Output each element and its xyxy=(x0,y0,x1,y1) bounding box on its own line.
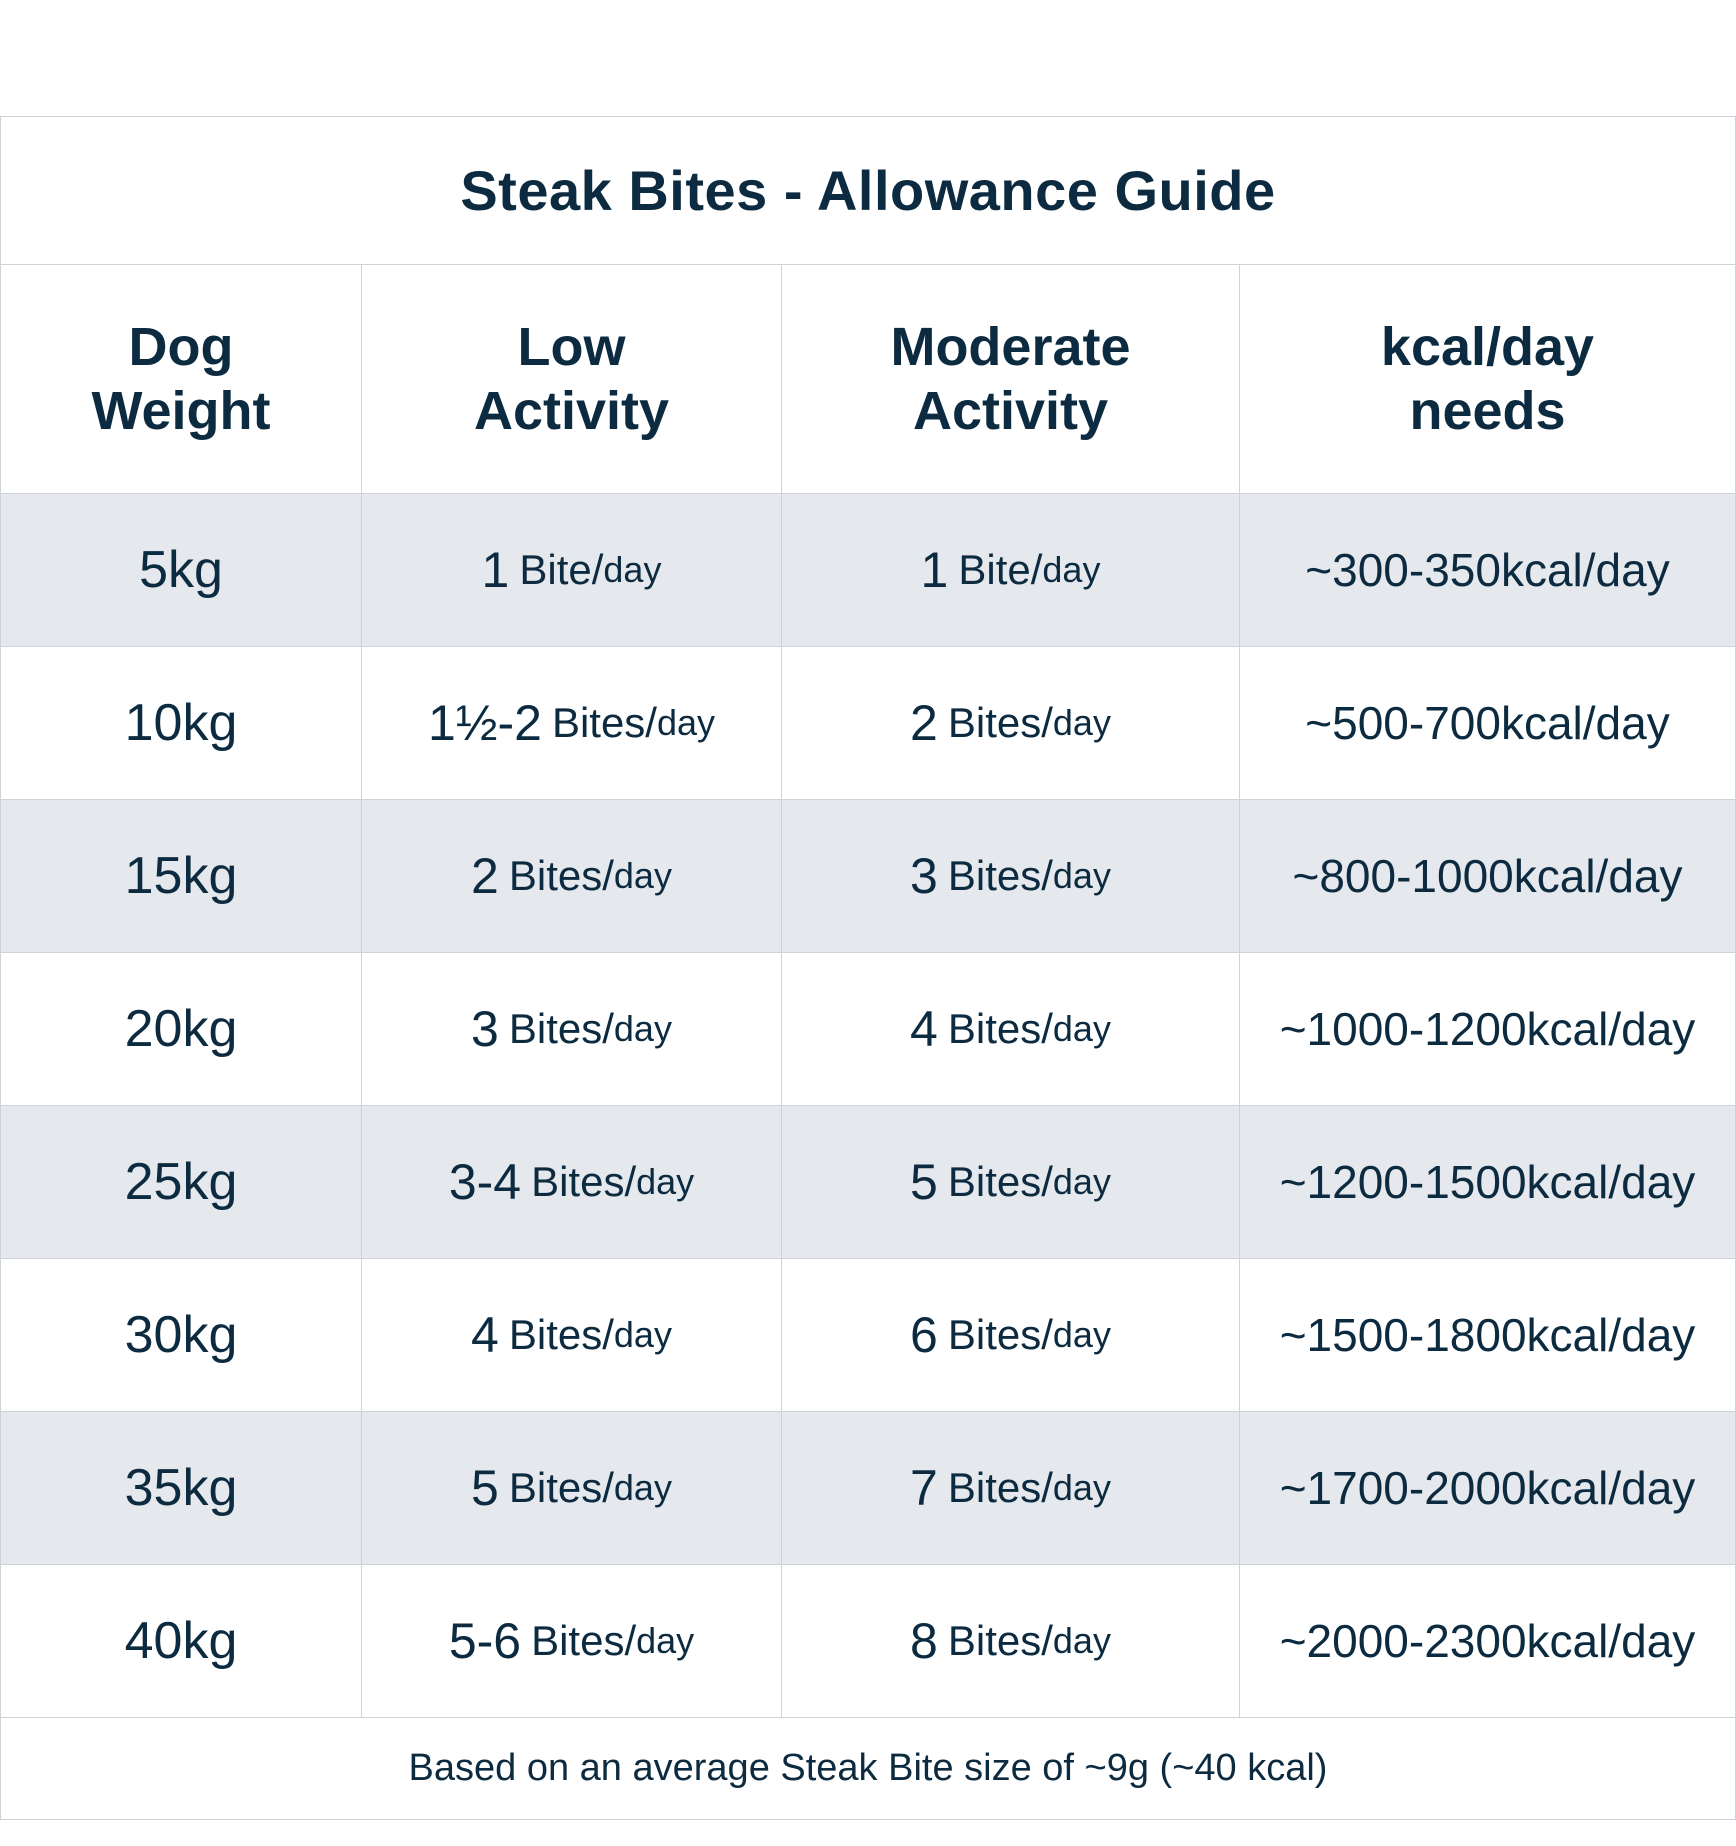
header-line: Low xyxy=(517,317,626,377)
header-line: Dog xyxy=(128,317,234,377)
per-day-label: day xyxy=(613,855,672,896)
kcal-cell: ~1000-1200kcal/day xyxy=(1240,953,1735,1106)
bite-unit: Bites/ xyxy=(508,1005,614,1052)
per-day-label: day xyxy=(636,1161,695,1202)
bite-count: 1 xyxy=(481,542,510,598)
bite-unit: Bites/ xyxy=(508,852,614,899)
table-body xyxy=(1,494,1735,1718)
low-activity-cell xyxy=(362,1106,782,1259)
bite-count: 6 xyxy=(910,1307,938,1363)
header-line: Weight xyxy=(91,381,271,441)
per-day-label: day xyxy=(613,1467,672,1508)
per-day-label: day xyxy=(636,1620,695,1661)
bite-unit: Bites/ xyxy=(947,1158,1053,1205)
moderate-activity-cell xyxy=(782,1412,1240,1565)
bite-unit: Bite/ xyxy=(958,546,1043,593)
bite-unit: Bites/ xyxy=(508,1464,614,1511)
bite-count: 8 xyxy=(910,1613,938,1669)
bite-count: 7 xyxy=(910,1460,938,1516)
bite-unit: Bites/ xyxy=(947,699,1053,746)
table-title: Steak Bites - Allowance Guide xyxy=(460,159,1276,222)
bite-count: 1 xyxy=(920,542,949,598)
per-day-label: day xyxy=(1052,1467,1111,1508)
weight-cell: 5kg xyxy=(1,494,362,647)
header-line: Activity xyxy=(473,381,670,441)
bite-count: 3-4 xyxy=(448,1154,522,1210)
bite-count: 1½-2 xyxy=(427,695,542,751)
bite-count: 3 xyxy=(910,848,938,904)
low-activity-cell xyxy=(362,1412,782,1565)
title-row xyxy=(1,117,1735,265)
low-activity-cell xyxy=(362,953,782,1106)
header-moderate-activity xyxy=(782,265,1240,494)
bite-count: 2 xyxy=(471,848,499,904)
bite-unit: Bites/ xyxy=(508,1311,614,1358)
bite-unit: Bites/ xyxy=(947,1617,1053,1664)
per-day-label: day xyxy=(1052,702,1111,743)
bite-count: 3 xyxy=(471,1001,499,1057)
weight-cell: 35kg xyxy=(1,1412,362,1565)
per-day-label: day xyxy=(603,549,662,590)
per-day-label: day xyxy=(613,1008,672,1049)
kcal-cell: ~1500-1800kcal/day xyxy=(1240,1259,1735,1412)
header-line: Moderate xyxy=(890,317,1131,377)
moderate-activity-cell xyxy=(782,647,1240,800)
footer-note: Based on an average Steak Bite size of ~9g (~40 kcal) xyxy=(408,1747,1328,1789)
bite-count: 4 xyxy=(471,1307,499,1363)
bite-unit: Bites/ xyxy=(551,699,657,746)
low-activity-cell xyxy=(362,1259,782,1412)
kcal-cell: ~1200-1500kcal/day xyxy=(1240,1106,1735,1259)
weight-cell: 20kg xyxy=(1,953,362,1106)
bite-unit: Bite/ xyxy=(519,546,604,593)
header-low-activity xyxy=(362,265,782,494)
bite-unit: Bites/ xyxy=(531,1158,637,1205)
bite-unit: Bites/ xyxy=(947,1005,1053,1052)
bite-count: 5-6 xyxy=(448,1613,522,1669)
kcal-cell: ~2000-2300kcal/day xyxy=(1240,1565,1735,1718)
table-grid xyxy=(1,265,1735,494)
moderate-activity-cell xyxy=(782,953,1240,1106)
header-line: needs xyxy=(1409,381,1566,441)
low-activity-cell xyxy=(362,1565,782,1718)
weight-cell: 30kg xyxy=(1,1259,362,1412)
bite-unit: Bites/ xyxy=(947,1311,1053,1358)
weight-cell: 15kg xyxy=(1,800,362,953)
weight-cell: 10kg xyxy=(1,647,362,800)
bite-unit: Bites/ xyxy=(531,1617,637,1664)
bite-count: 4 xyxy=(910,1001,938,1057)
allowance-guide-table xyxy=(0,116,1736,1820)
header-line: kcal/day xyxy=(1380,317,1595,377)
header-line: Activity xyxy=(912,381,1109,441)
per-day-label: day xyxy=(1042,549,1101,590)
per-day-label: day xyxy=(613,1314,672,1355)
header-dog-weight xyxy=(1,265,362,494)
per-day-label: day xyxy=(1052,855,1111,896)
low-activity-cell xyxy=(362,494,782,647)
kcal-cell: ~800-1000kcal/day xyxy=(1240,800,1735,953)
per-day-label: day xyxy=(1052,1161,1111,1202)
bite-count: 2 xyxy=(910,695,938,751)
per-day-label: day xyxy=(1052,1008,1111,1049)
bite-unit: Bites/ xyxy=(947,1464,1053,1511)
weight-cell: 40kg xyxy=(1,1565,362,1718)
per-day-label: day xyxy=(1052,1314,1111,1355)
header-kcal-needs xyxy=(1240,265,1735,494)
kcal-cell: ~300-350kcal/day xyxy=(1240,494,1735,647)
moderate-activity-cell xyxy=(782,1565,1240,1718)
moderate-activity-cell xyxy=(782,1106,1240,1259)
per-day-label: day xyxy=(1052,1620,1111,1661)
moderate-activity-cell xyxy=(782,494,1240,647)
per-day-label: day xyxy=(656,702,716,743)
low-activity-cell xyxy=(362,800,782,953)
bite-unit: Bites/ xyxy=(947,852,1053,899)
weight-cell: 25kg xyxy=(1,1106,362,1259)
bite-count: 5 xyxy=(910,1154,938,1210)
kcal-cell: ~1700-2000kcal/day xyxy=(1240,1412,1735,1565)
moderate-activity-cell xyxy=(782,800,1240,953)
kcal-cell: ~500-700kcal/day xyxy=(1240,647,1735,800)
moderate-activity-cell xyxy=(782,1259,1240,1412)
bite-count: 5 xyxy=(471,1460,499,1516)
low-activity-cell xyxy=(362,647,782,800)
